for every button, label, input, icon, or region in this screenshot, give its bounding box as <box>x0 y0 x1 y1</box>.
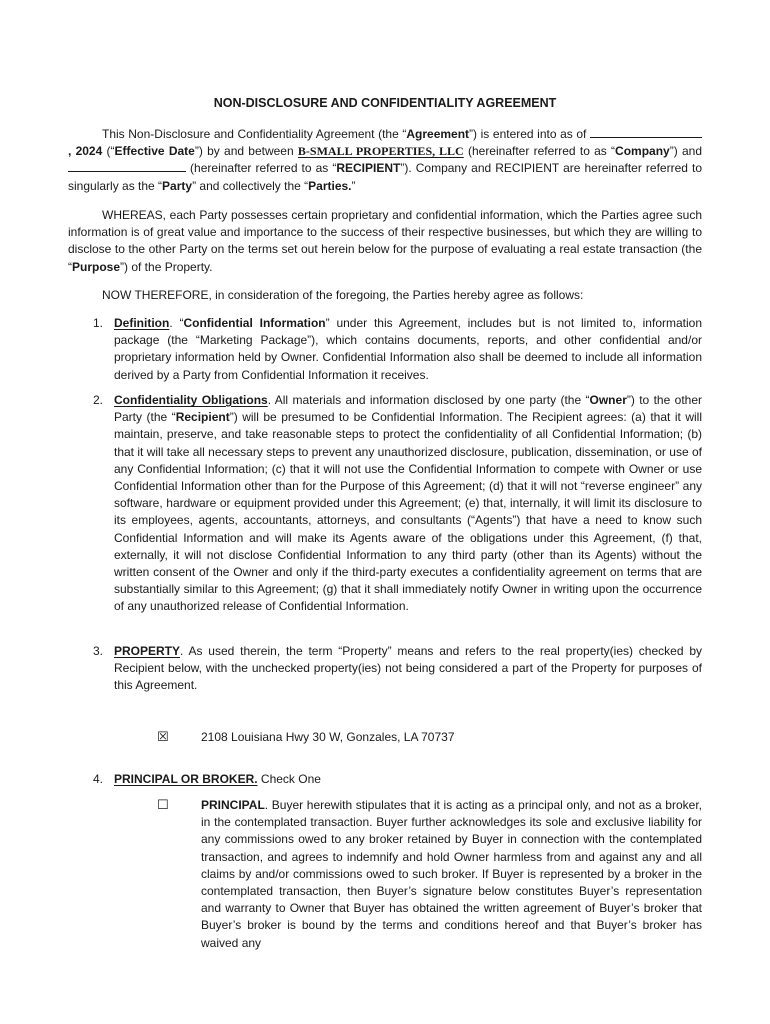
company-term: Company <box>615 144 670 159</box>
principal-paragraph <box>201 797 702 952</box>
section-4-heading: PRINCIPAL OR BROKER. <box>114 772 258 786</box>
section-2-number: 2. <box>93 393 104 407</box>
recipient-blank-line <box>68 160 186 172</box>
section-1-text: . “ <box>169 316 184 330</box>
owner-term: Owner <box>589 393 627 407</box>
purpose-term: Purpose <box>72 259 121 274</box>
property-address: 2108 Louisiana Hwy 30 W, Gonzales, LA 70737 <box>201 730 455 744</box>
section-2-confidentiality-obligations <box>114 392 702 616</box>
intro-text: (hereinafter referred to as “ <box>463 144 616 159</box>
section-3-heading: PROPERTY <box>114 644 181 658</box>
section-3-property <box>114 643 702 695</box>
section-4-text: Check One <box>257 772 321 786</box>
section-1-heading: Definition <box>114 316 170 330</box>
principal-checkbox[interactable]: ☐ <box>157 797 169 812</box>
principal-term: PRINCIPAL <box>201 798 265 812</box>
section-2-text: ”) will be presumed to be Confidential Information. The Recipient agrees: (a) that it will maintain, preserve, and take reasonable steps to protect the confidentiality of all Confidential Information; (b) that it will take all necessary steps to prevent any unauthorized disclosure, publication, dissemination, or use of any Confidential Information; (c) that it will not use the Confidential Information to compete with Owner or use Confidential Information other than for the Purpose of this Agreement; (d) that it will not “reverse engineer” any software, hardware or equipment provided under this Agreement; (e) that, internally, it will limit its disclosure to its employees, agents, accountants, attorneys, and consultants (“Agents”) that have a need to know such Confidential Information and will make its Agents aware of the obligations under this Agreement, (f) that, externally, it will not disclose Confidential Information to any third party (other than its Agents) without the written consent of the Owner and only if the third-party executes a confidentiality agreement on terms that are substantially similar to this Agreement; (g) that it shall immediately notify Owner in writing upon the occurrence of any unauthorized release of Confidential Information. <box>114 410 702 614</box>
section-1-number: 1. <box>93 316 104 330</box>
principal-text: . Buyer herewith stipulates that it is acting as a principal only, and not as a broker, in the contemplated transaction. Buyer further acknowledges its sole and exclusive liability for any commissions owed to any broker retained by Buyer in connection with the contemplated transaction, and agrees to indemnify and hold Owner harmless from and against any and all claims by and/or commissions owed to such broker. If Buyer is represented by a broker in the contemplated transaction, then Buyer’s signature below constitutes Buyer’s representation and warranty to Owner that Buyer has obtained the written agreement of Buyer’s broker that Buyer’s broker is bound by the terms and conditions hereof and that Buyer’s broker has waived any <box>201 798 702 950</box>
section-1-definition <box>114 315 702 384</box>
document-title: NON-DISCLOSURE AND CONFIDENTIALITY AGREEMENT <box>213 96 557 110</box>
intro-text: (“ <box>102 144 115 159</box>
intro-text: ” and collectively the “ <box>192 178 309 193</box>
intro-text: ”) and <box>669 144 703 159</box>
date-blank-line <box>590 126 702 138</box>
section-2-heading: Confidentiality Obligations <box>114 393 268 407</box>
effective-date-term: Effective Date <box>114 144 195 159</box>
intro-text: ”) is entered into as of <box>469 127 587 141</box>
confidential-information-term: Confidential Information <box>183 316 326 330</box>
agreement-term: Agreement <box>406 127 470 141</box>
section-4-principal-or-broker <box>114 771 702 788</box>
section-4-number: 4. <box>93 772 104 786</box>
intro-paragraph <box>68 126 702 195</box>
year-text: , 2024 <box>68 144 103 159</box>
intro-text: ”) by and between <box>194 144 298 159</box>
section-3-number: 3. <box>93 644 104 658</box>
recipient-term: Recipient <box>175 410 230 425</box>
section-3-text: . As used therein, the term “Property” means and refers to the real property(ies) checked by Recipient below, with the unchecked property(ies) not being considered a part of the Property for purposes of this Agreement. <box>114 644 702 693</box>
now-therefore-paragraph: NOW THEREFORE, in consideration of the foregoing, the Parties hereby agree as follows: <box>102 288 584 302</box>
intro-text: ”). Company and RECIPIENT are hereinafter referred to singularly as the “ <box>68 161 702 193</box>
intro-text: (hereinafter referred to as “ <box>186 161 337 176</box>
company-name: B-SMALL PROPERTIES, LLC <box>297 144 464 159</box>
whereas-paragraph <box>68 207 702 276</box>
whereas-text: ”) of the Property. <box>120 259 213 274</box>
party-term: Party <box>162 178 193 193</box>
intro-text: This Non-Disclosure and Confidentiality Agreement (the “ <box>102 127 407 141</box>
recipient-term: RECIPIENT <box>336 161 401 176</box>
parties-term: Parties. <box>308 178 352 193</box>
section-1-text: ” under this Agreement, includes but is not limited to, information package (the “Marketing Package”), which contains documents, reports, and other confidential and/or proprietary information held by Owner. Confidential Information also shall be deemed to include all information derived by a Party from Confidential Information it receives. <box>114 316 703 382</box>
section-2-text: . All materials and information disclosed by one party (the “ <box>267 393 590 407</box>
whereas-text: WHEREAS, each Party possesses certain proprietary and confidential information, which the Parties agree such information is of great value and importance to the success of their respective businesses, but which they are willing to disclose to the other Party on the terms set out herein below for the purpose of evaluating a real estate transaction (the “ <box>68 208 702 274</box>
intro-text: ” <box>351 178 356 193</box>
property-checkbox-checked[interactable]: ☒ <box>157 729 169 744</box>
section-2-text: ”) to the other Party (the “ <box>114 393 702 425</box>
